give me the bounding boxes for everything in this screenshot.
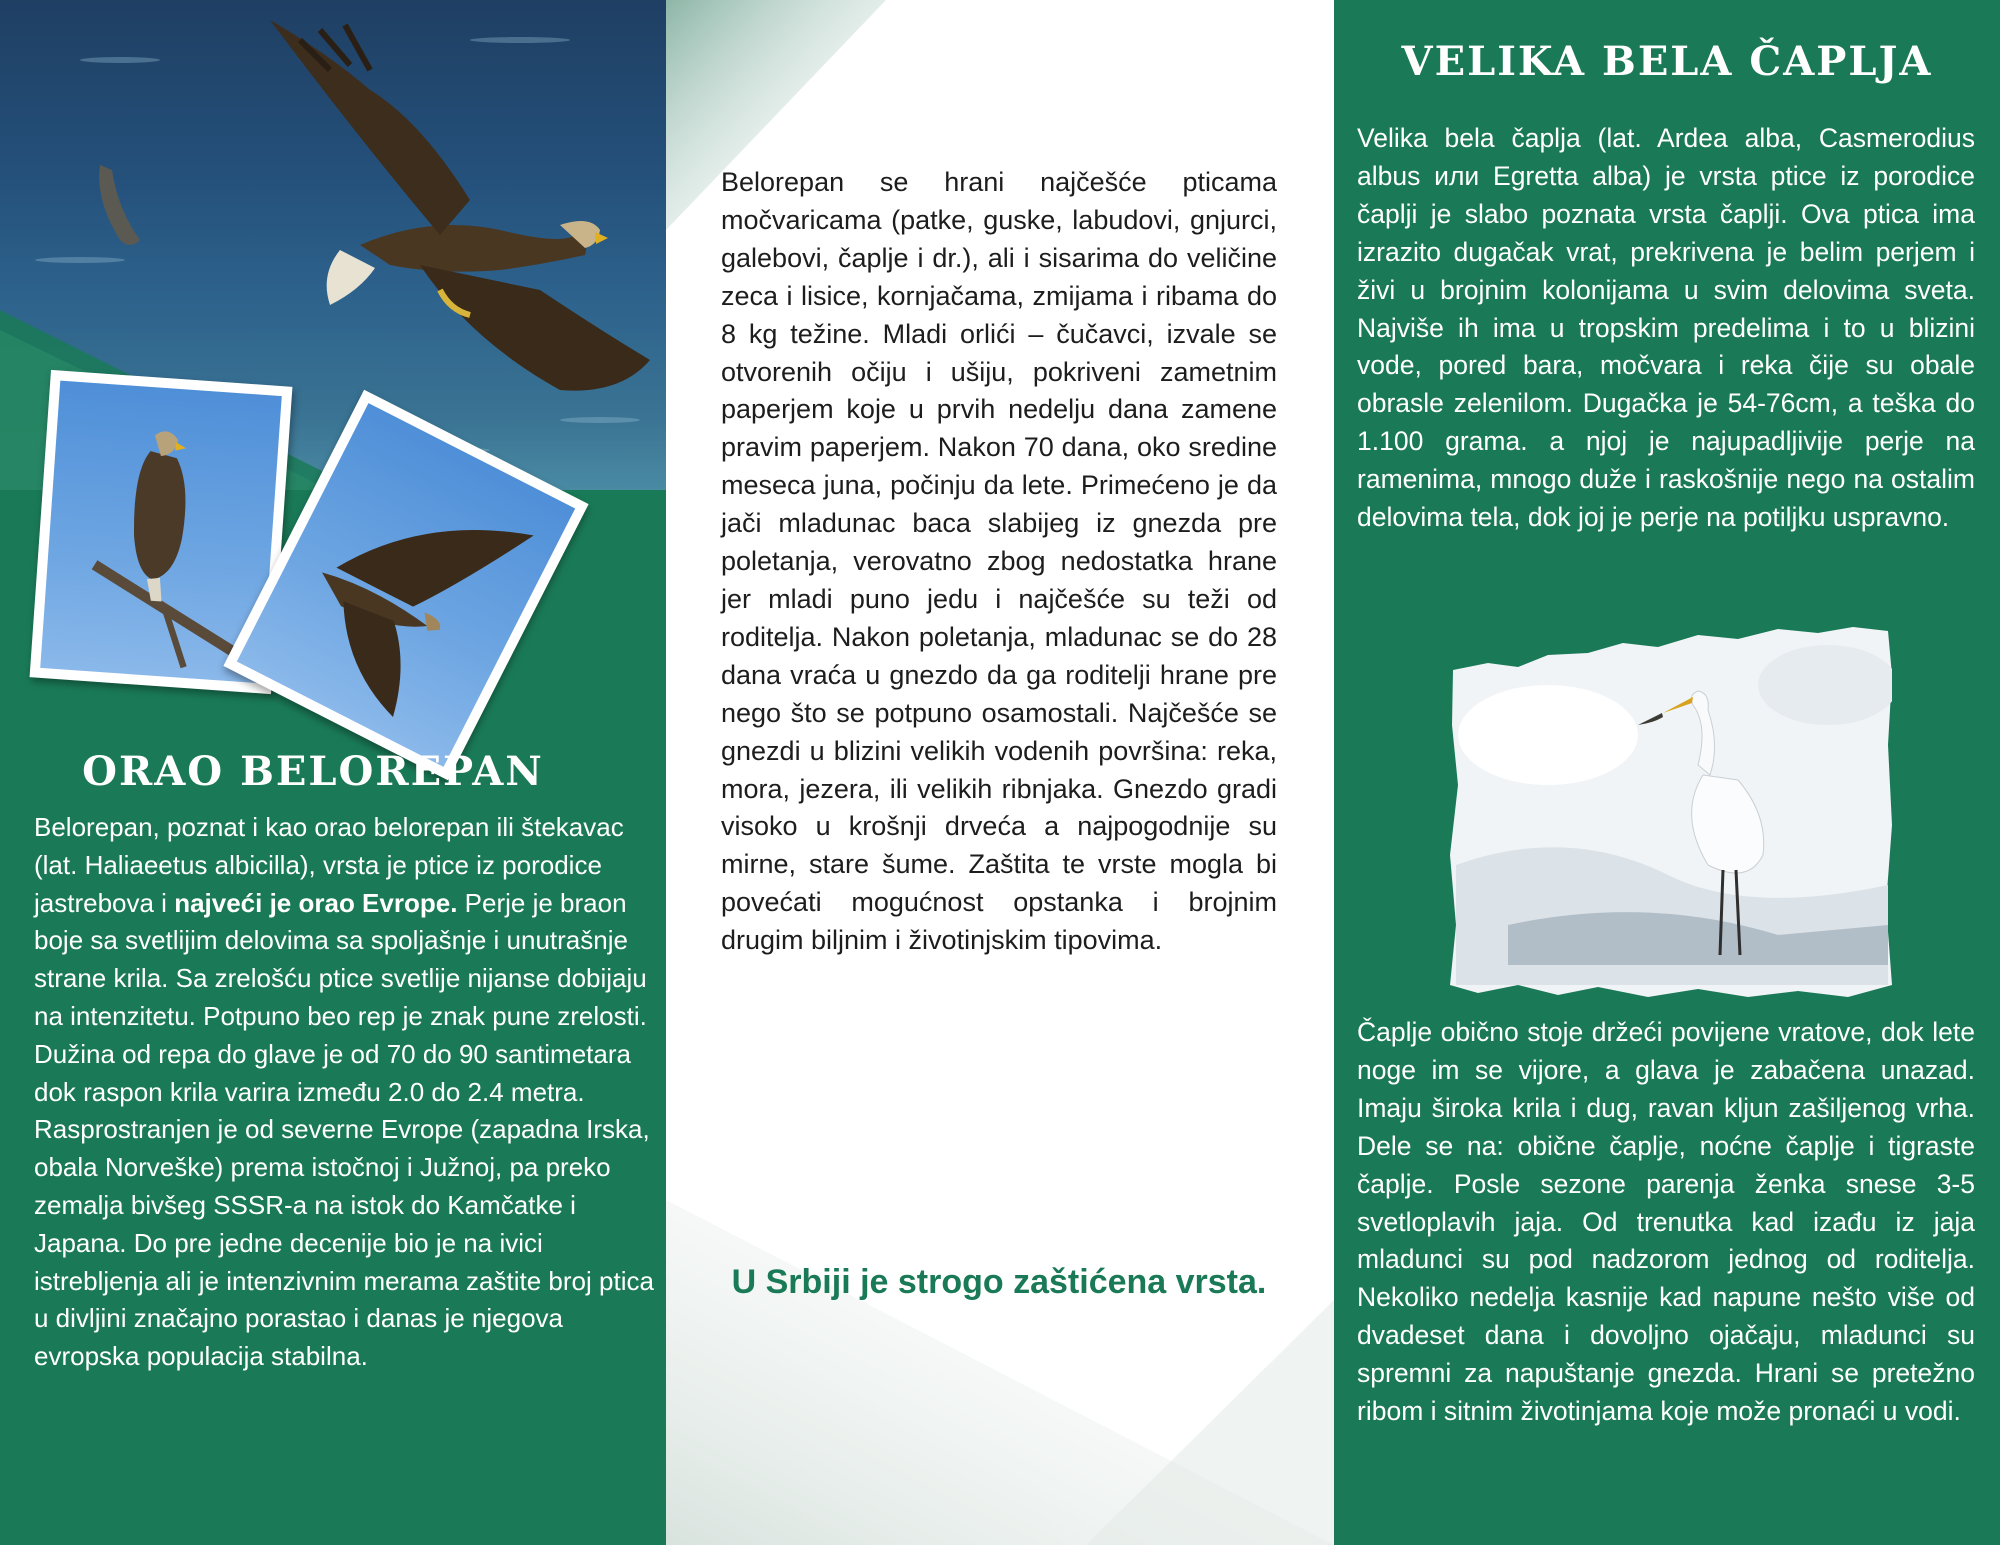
left-paragraph xyxy=(34,809,654,1376)
left-panel xyxy=(0,0,666,1545)
middle-paragraph: Belorepan se hrani najčešće pticama močvaricama (patke, guske, labudovi, gnjurci, galebovi, čaplje i dr.), ali i sisarima do veličine zeca i lisice, kornjačama, zmijama i ribama do 8 kg težine. Mladi orlići – čučavci, izvale se otvorenih očiju i ušiju, pokriveni zametnim paperjem koje u prvih nedelju dana zamene pravim paperjem. Nakon 70 dana, oko sredine meseca juna, počinju da lete. Primećeno je da jači mladunac baca slabijeg iz gnezda pre poletanja, verovatno zbog nedostatka hrane jer mladi puno jedu i najčešće su teži od roditelja. Nakon poletanja, mladunac se do 28 dana vraća u gnezdo da ga roditelji hrane pre nego što se potpuno osamostali. Najčešće se gnezdi u blizini velikih vodenih površina: reka, mora, jezera, ili velikih ribnjaka. Gnezdo gradi visoko u krošnji drveća a najpogodnije su mirne, stare šume. Zaštita te vrste mogla bi povećati mogućnost opstanka i brojnim drugim biljnim i životinjskim tipovima. xyxy=(721,167,1277,956)
left-paragraph-start: Belorepan, poznat i kao orao belorepan ili štekavac (lat. Haliaeetus albicilla), vrsta je ptice iz porodice jastrebova i xyxy=(34,812,624,918)
left-paragraph-bold: najveći je orao Evrope. xyxy=(174,887,458,918)
right-panel xyxy=(1334,0,2000,1545)
right-paragraph-1: Velika bela čaplja (lat. Ardea alba, Casmerodius albus или Egretta alba) je vrsta ptice iz porodice čaplji je slabo poznata vrsta čaplji. Ova ptica ima izrazito dugačak vrat, prekrivena je belim perjem i živi u brojnim kolonijama u svim delovima sveta. Najviše ih ima u tropskim predelima i to u blizini vode, pored bara, močvara i reka čije su obale obrasle zelenilom. Dugačka je 54-76cm, a teška do 1.100 grama. a njoj je najupadljivije perje na ramenima, mnogo duže i raskošnije nego na ostalim delovima tela, dok joj je perje na potiljku uspravno. xyxy=(1357,123,1975,533)
right-paragraph-2: Čaplje obično stoje držeći povijene vratove, dok lete noge im se vijore, a glava je zabačena unazad. Imaju široka krila i dug, ravan kljun zašiljenog vrha. Dele se na: obične čaplje, noćne čaplje i tigraste čaplje. Posle sezone parenja ženka snese 3-5 svetloplavih jaja. Od trenutka kad izađu iz jaja mladunci su pod nadzorom jednog od roditelja. Nekoliko nedelja kasnije kad napune nešto više od dvadeset dana i dovoljno ojačaju, mladunci su spremni za napuštanje gnezda. Hrani se pretežno ribom i sitnim životinjama koje može pronaći u vodi. xyxy=(1357,1017,1975,1427)
egret-photo xyxy=(1448,625,1892,1000)
right-title: VELIKA BELA ČAPLJA xyxy=(1401,38,1933,85)
left-title: ORAO BELOREPAN xyxy=(82,748,544,795)
middle-panel xyxy=(666,0,1334,1545)
protection-note: U Srbiji je strogo zaštićena vrsta. xyxy=(731,1263,1267,1301)
left-paragraph-end: Perje je braon boje sa svetlijim delovima sa spoljašnje i unutrašnje strane krila. Sa zrelošću ptice svetlije nijanse dobijaju na intenzitetu. Potpuno beo rep je znak pune zrelosti. Dužina od repa do glave je od 70 do 90 santimetara dok raspon krila varira između 2.0 do 2.4 metra. Rasprostranjen je od severne Evrope (zapadna Irska, obala Norveške) prema istočnoj i Južnoj, pa preko zemalja bivšeg SSSR-a na istok do Kamčatke i Japana. Do pre jedne decenije bio je na ivici istrebljenja ali je intenzivnim merama zaštite broj ptica u divljini značajno porastao i danas je njegova evropska populacija stabilna. xyxy=(34,887,654,1372)
